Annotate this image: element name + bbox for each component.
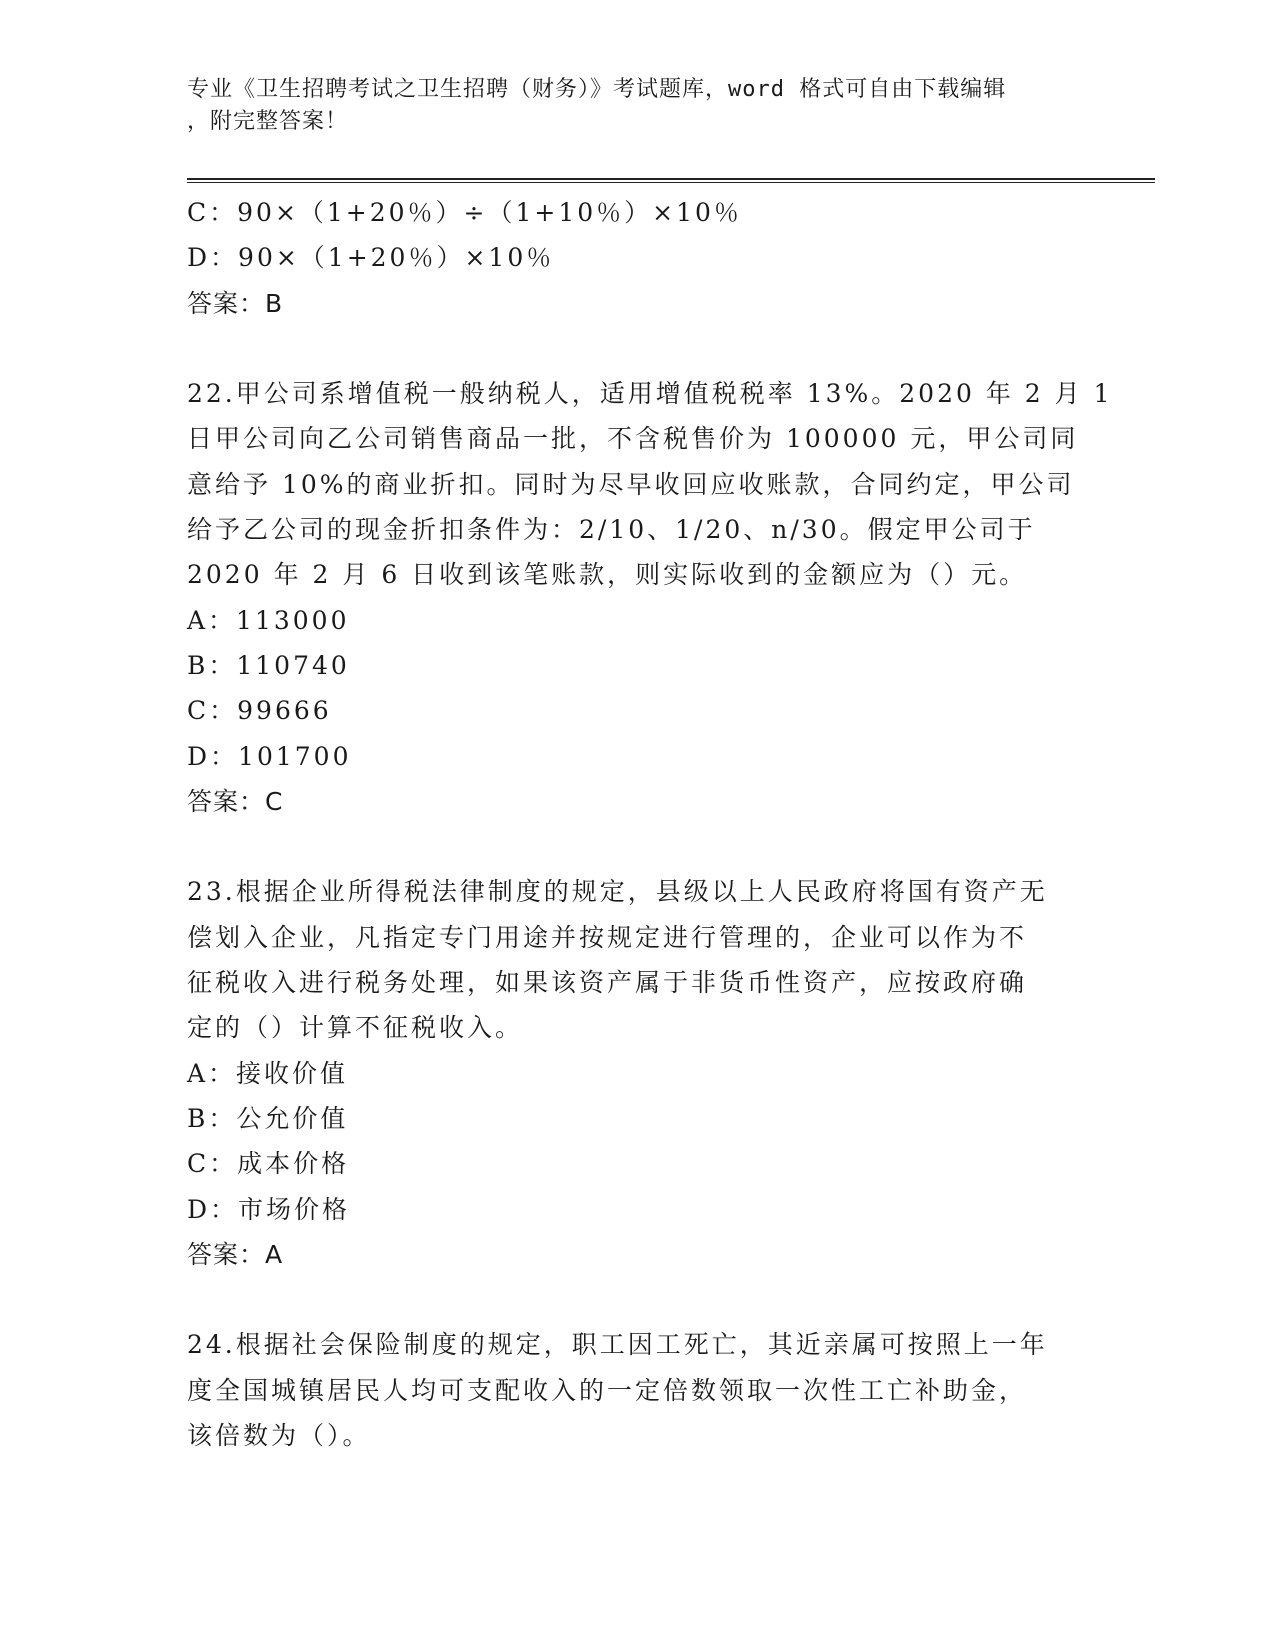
option-b: B：公允价值 [187, 1103, 349, 1133]
question-text-line: 偿划入企业，凡指定专门用途并按规定进行管理的，企业可以作为不 [187, 922, 1028, 952]
spacer [187, 1277, 1087, 1322]
spacer [187, 326, 1087, 371]
question-21-tail [187, 190, 1087, 326]
question-text-line: 该倍数为（）。 [187, 1421, 371, 1451]
answer-label: 答案：A [187, 1239, 284, 1269]
header-line-2: ，附完整答案！ [187, 109, 349, 134]
answer-label: 答案：B [187, 288, 284, 318]
question-text-line: 定的（）计算不征税收入。 [187, 1013, 524, 1043]
option-d: D：101700 [187, 741, 352, 771]
question-23 [187, 869, 1087, 1277]
option-d: D：90×（1+20％）×10％ [187, 243, 555, 273]
option-b: B：110740 [187, 650, 350, 680]
option-a: A：接收价值 [187, 1058, 349, 1088]
question-text-line: 23.根据企业所得税法律制度的规定，县级以上人民政府将国有资产无 [187, 877, 1048, 907]
question-text-line: 22.甲公司系增值税一般纳税人，适用增值税税率 13%。2020 年 2 月 1 [187, 379, 1113, 409]
header-line-1: 专业《卫生招聘考试之卫生招聘（财务）》考试题库，word 格式可自由下载编辑 [187, 77, 1007, 102]
document-header [187, 74, 1087, 138]
question-content [187, 190, 1113, 1458]
question-text-line: 24.根据社会保险制度的规定，职工因工死亡，其近亲属可按照上一年 [187, 1330, 1048, 1360]
question-text-line: 日甲公司向乙公司销售商品一批，不含税售价为 100000 元，甲公司同 [187, 424, 1079, 454]
question-24 [187, 1322, 1087, 1458]
spacer [187, 824, 1087, 869]
question-text-line: 度全国城镇居民人均可支配收入的一定倍数领取一次性工亡补助金， [187, 1375, 1028, 1405]
header-divider [187, 178, 1155, 183]
question-text-line: 征税收入进行税务处理，如果该资产属于非货币性资产，应按政府确 [187, 968, 1028, 998]
question-text-line: 2020 年 2 月 6 日收到该笔账款，则实际收到的金额应为（）元。 [187, 560, 1028, 590]
option-a: A：113000 [187, 605, 350, 635]
answer-label: 答案：C [187, 786, 284, 816]
question-text-line: 给予乙公司的现金折扣条件为：2/10、1/20、n/30。假定甲公司于 [187, 515, 1036, 545]
question-text-line: 意给予 10%的商业折扣。同时为尽早收回应收账款，合同约定，甲公司 [187, 469, 1075, 499]
option-c: C：90×（1+20％）÷（1+10％）×10％ [187, 198, 742, 227]
option-d: D：市场价格 [187, 1194, 351, 1224]
option-c: C：成本价格 [187, 1149, 350, 1179]
question-22 [187, 371, 1113, 824]
option-c: C：99666 [187, 696, 332, 726]
